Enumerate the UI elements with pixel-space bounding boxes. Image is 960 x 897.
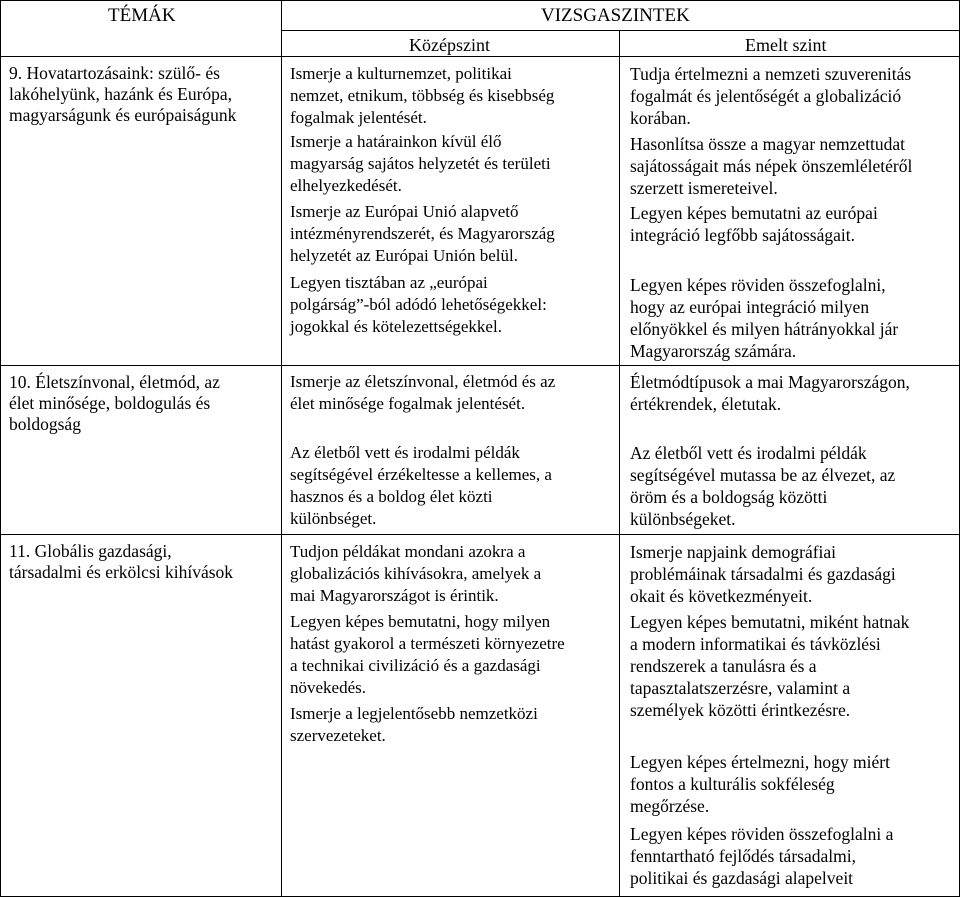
high-level-item: Legyen képes bemutatni az európai integráció legfőbb sajátosságait. (630, 203, 878, 245)
mid-level-item: Tudjon példákat mondani azokra a globalizációs kihívásokra, amelyek a mai Magyarországot is érintik. (290, 542, 542, 605)
mid-level-item: Az életből vett és irodalmi példák segítségével érzékeltesse a kellemes, a hasznos és a boldog élet közti különbséget. (290, 443, 552, 528)
header-divider (281, 30, 960, 31)
mid-level-item: Legyen képes bemutatni, hogy milyen hatást gyakorol a természeti környezetre a technikai civilizáció és a gazdasági növekedés. (290, 612, 565, 697)
topic-9: 9. Hovatartozásaink: szülő- és lakóhelyünk, hazánk és Európa, magyarságunk és európaiságunk (9, 63, 237, 125)
header-exam-levels: VIZSGASZINTEK (541, 5, 690, 26)
mid-level-item: Ismerje a határainkon kívül élő magyarság sajátos helyzetét és területi elhelyezkedését. (290, 132, 551, 195)
header-bottom-border (0, 56, 960, 57)
table-border-left (0, 0, 1, 897)
high-level-item: Legyen képes bemutatni, miként hatnak a modern informatikai és távközlési rendszerek a tanulásra és a tapasztalatszerzésre, valamint a személyek közötti érintkezésre. (630, 612, 910, 720)
mid-level-item: Ismerje az Európai Unió alapvető intézményrendszerét, és Magyarország helyzetét az Európai Unión belül. (290, 202, 555, 265)
high-level-item: Hasonlítsa össze a magyar nemzettudat sajátosságait más népek önszemléletéről szerzett ismereteivel. (630, 134, 913, 198)
high-level-item: Életmódtípusok a mai Magyarországon, értékrendek, életutak. (630, 372, 910, 414)
high-level-item: Legyen képes röviden összefoglalni, hogy az európai integráció milyen előnyökkel és milyen hátrányokkal jár Magyarország számára. (630, 275, 899, 361)
table-border-top (0, 0, 960, 1)
header-mid-level: Középszint (409, 35, 490, 55)
topic-11: 11. Globális gazdasági, társadalmi és erkölcsi kihívások (9, 541, 234, 582)
high-level-item: Az életből vett és irodalmi példák segítségével mutassa be az élvezet, az öröm és a boldogság közötti különbségeket. (630, 443, 896, 529)
high-level-item: Ismerje napjaink demográfiai problémáinak társadalmi és gazdasági okait és következményeit. (630, 542, 896, 606)
mid-level-item: Ismerje az életszínvonal, életmód és az élet minősége fogalmak jelentését. (290, 372, 556, 413)
high-level-item: Tudja értelmezni a nemzeti szuverenitás fogalmát és jelentőségét a globalizáció korában. (630, 64, 912, 128)
row-divider (0, 534, 960, 535)
header-topics: TÉMÁK (108, 5, 176, 26)
header-high-level: Emelt szint (745, 35, 827, 55)
column-divider (619, 30, 620, 897)
column-divider (281, 0, 282, 897)
topic-10: 10. Életszínvonal, életmód, az élet minősége, boldogulás és boldogság (9, 372, 220, 434)
mid-level-item: Ismerje a legjelentősebb nemzetközi szervezeteket. (290, 704, 538, 745)
mid-level-item: Legyen tisztában az „európai polgárság”-ból adódó lehetőségekkel: jogokkal és kötelezettségekkel. (290, 273, 547, 336)
row-divider (0, 365, 960, 366)
high-level-item: Legyen képes röviden összefoglalni a fenntartható fejlődés társadalmi, politikai és gazdasági alapelveit (630, 824, 894, 888)
mid-level-item: Ismerje a kulturnemzet, politikai nemzet, etnikum, többség és kisebbség fogalmak jelentését. (290, 64, 555, 127)
high-level-item: Legyen képes értelmezni, hogy miért fontos a kulturális sokféleség megőrzése. (630, 752, 890, 816)
